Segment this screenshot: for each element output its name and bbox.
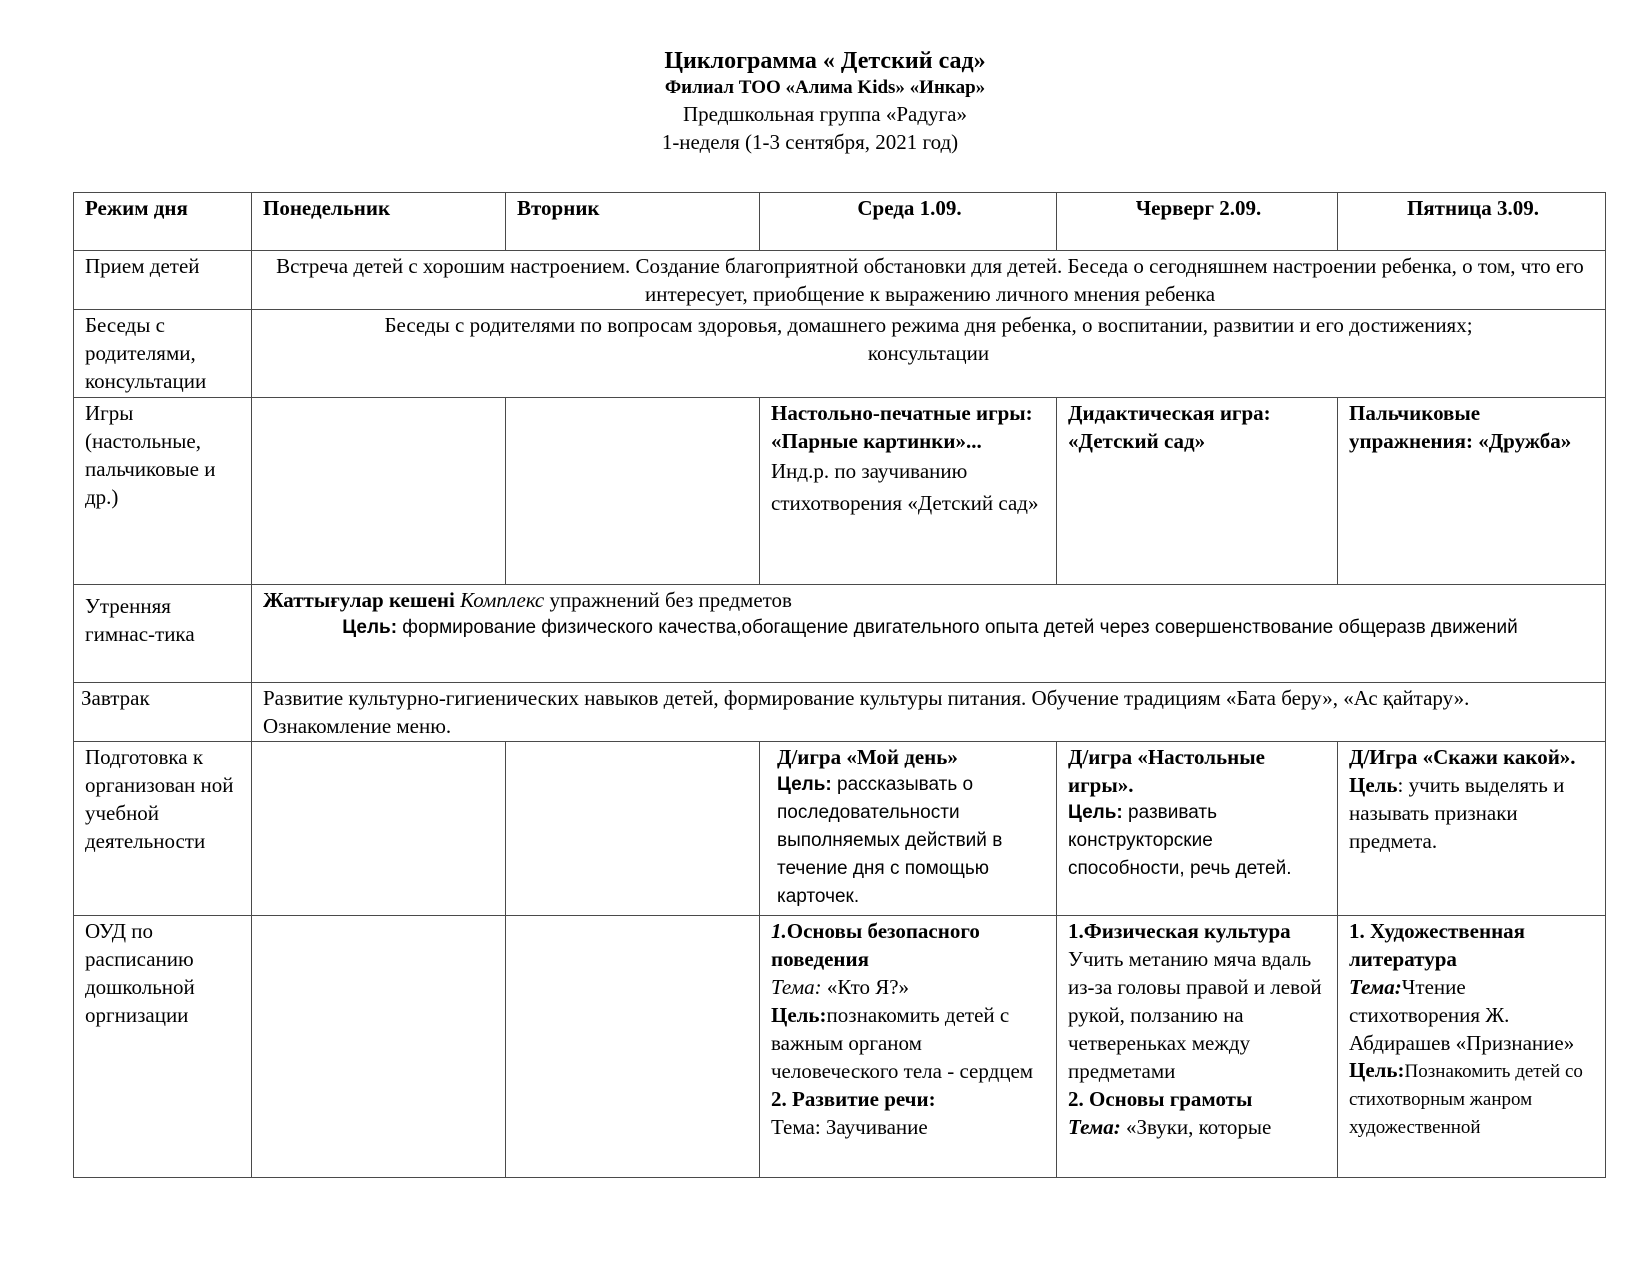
games-fri-title: Пальчиковые упражнения: «Дружба»: [1349, 401, 1572, 453]
prep-wed-goal: [777, 771, 1048, 911]
gymnastics-kz-title: Жаттығулар кешені: [263, 588, 455, 612]
games-monday: [252, 398, 506, 585]
oud-wed-goal: Цель:познакомить детей с важным органом человеческого тела - сердцем: [771, 1003, 1034, 1083]
games-wednesday: [760, 398, 1057, 585]
row-label-gymnastics: Утренняя гимнас-тика: [74, 585, 252, 683]
row-label-breakfast: Завтрак: [74, 683, 252, 742]
gymnastics-ru-title: Комплекс: [460, 588, 545, 612]
branch-name: Филиал ТОО «Алима Kids» «Инкар»: [664, 77, 986, 98]
games-friday: [1338, 398, 1606, 585]
oud-thu-subject2: 2. Основы грамоты: [1068, 1087, 1253, 1111]
document-title: Циклограмма « Детский сад»: [664, 48, 986, 74]
oud-thursday: [1057, 916, 1338, 1178]
col-header-tuesday: Вторник: [506, 193, 760, 251]
prep-fri-goal: [1349, 771, 1597, 855]
schedule-table: [73, 192, 1606, 1178]
oud-tuesday: [506, 916, 760, 1178]
prep-thu-goal-text: развивать конструкторские способности, речь детей.: [1068, 802, 1292, 879]
oud-thu-subject: 1.Физическая культура Учить метанию мяча вдаль из-за головы правой и левой рукой, ползанию на четвереньках между предметами: [1068, 919, 1322, 1083]
table-row-reception: [74, 251, 1606, 310]
table-row-preparation: [74, 742, 1606, 916]
prep-fri-goal-text: : учить выделять и называть признаки предмета.: [1349, 773, 1565, 853]
table-row-parents: [74, 310, 1606, 398]
gymnastics-title-rest: упражнений без предметов: [544, 588, 792, 612]
col-header-regime: Режим дня: [74, 193, 252, 251]
prep-thu-goal: [1068, 799, 1329, 883]
prep-wed-title: Д/игра «Мой день»: [777, 745, 958, 769]
col-header-wednesday: Среда 1.09.: [760, 193, 1057, 251]
prep-wed-goal-label: Цель:: [777, 774, 832, 795]
table-header-row: [74, 193, 1606, 251]
table-row-breakfast: [74, 683, 1606, 742]
group-name: Предшкольная группа «Радуга»: [683, 102, 967, 126]
row-label-games: Игры (настольные, пальчиковые и др.): [74, 398, 252, 585]
prep-thu-title: Д/игра «Настольные игры».: [1068, 745, 1265, 797]
games-wed-title: Настольно-печатные игры: «Парные картинки»...: [771, 401, 1033, 453]
breakfast-content: [252, 683, 1606, 742]
prep-tuesday: [506, 742, 760, 916]
oud-fri-theme: Тема:Чтение стихотворения Ж. Абдирашев «Признание»: [1349, 975, 1575, 1055]
table-row-oud: [74, 916, 1606, 1178]
games-tuesday: [506, 398, 760, 585]
breakfast-text: Развитие культурно-гигиенических навыков детей, формирование культуры питания. Обучение традициям «Бата беру», «Ас қайтару».: [263, 686, 1470, 710]
week-dates: 1-неделя (1-3 сентября, 2021 год): [661, 130, 959, 154]
oud-fri-subject: 1. Художественная литература: [1349, 919, 1526, 971]
oud-thu-theme: Тема: «Звуки, которые: [1068, 1115, 1272, 1139]
oud-wed-subject: 1.Основы безопасного поведения: [771, 919, 980, 971]
oud-wed-theme: Тема: «Кто Я?»: [771, 975, 910, 999]
row-label-reception: Прием детей: [74, 251, 252, 310]
table-row-games: [74, 398, 1606, 585]
games-thursday: [1057, 398, 1338, 585]
gymnastics-content: [252, 585, 1606, 683]
prep-monday: [252, 742, 506, 916]
document-header: [0, 46, 1650, 156]
oud-fri-goal: Цель:Познакомить детей со стихотворным жанром художественной: [1349, 1058, 1583, 1138]
col-header-monday: Понедельник: [252, 193, 506, 251]
col-header-thursday: Черверг 2.09.: [1057, 193, 1338, 251]
prep-thursday: [1057, 742, 1338, 916]
prep-wednesday: [760, 742, 1057, 916]
gymnastics-goal-label: Цель:: [342, 617, 398, 638]
games-wed-text: Инд.р. по заучиванию стихотворения «Детский сад»: [771, 459, 1039, 515]
oud-monday: [252, 916, 506, 1178]
games-thu-name: «Детский сад»: [1068, 429, 1206, 453]
oud-wed-theme2: Тема: Заучивание: [771, 1115, 928, 1139]
prep-thu-goal-label: Цель:: [1068, 802, 1123, 823]
gymnastics-heading: [263, 586, 1597, 614]
gymnastics-goal-text: формирование физического качества,обогащение двигательного опыта детей через совершенствование общеразв движений: [397, 617, 1518, 638]
oud-wednesday: [760, 916, 1057, 1178]
reception-text: Встреча детей с хорошим настроением. Создание благоприятной обстановки для детей. Беседа о сегодняшнем настроении ребенка, о том, что его интересует, приобщение к выражению личного мнения ребенка: [252, 251, 1606, 310]
oud-friday: [1338, 916, 1606, 1178]
breakfast-menu: Ознакомление меню.: [263, 714, 452, 738]
parents-text: Беседы с родителями по вопросам здоровья, домашнего режима дня ребенка, о воспитании, развитии и его достижениях; консультации: [252, 310, 1606, 398]
prep-fri-goal-label: Цель: [1349, 773, 1398, 797]
prep-friday: [1338, 742, 1606, 916]
prep-wed-goal-text: рассказывать о последовательности выполняемых действий в течение дня с помощью карточек.: [777, 774, 1003, 907]
games-thu-title: Дидактическая игра:: [1068, 401, 1271, 425]
prep-fri-title: Д/Игра «Скажи какой».: [1349, 745, 1576, 769]
gymnastics-goal: [263, 614, 1597, 642]
table-row-gymnastics: [74, 585, 1606, 683]
col-header-friday: Пятница 3.09.: [1338, 193, 1606, 251]
row-label-parents: Беседы с родителями, консультации: [74, 310, 252, 398]
row-label-preparation: Подготовка к организован ной учебной деятельности: [74, 742, 252, 916]
row-label-oud: ОУД по расписанию дошкольной оргнизации: [74, 916, 252, 1178]
oud-wed-subject2: 2. Развитие речи:: [771, 1087, 936, 1111]
